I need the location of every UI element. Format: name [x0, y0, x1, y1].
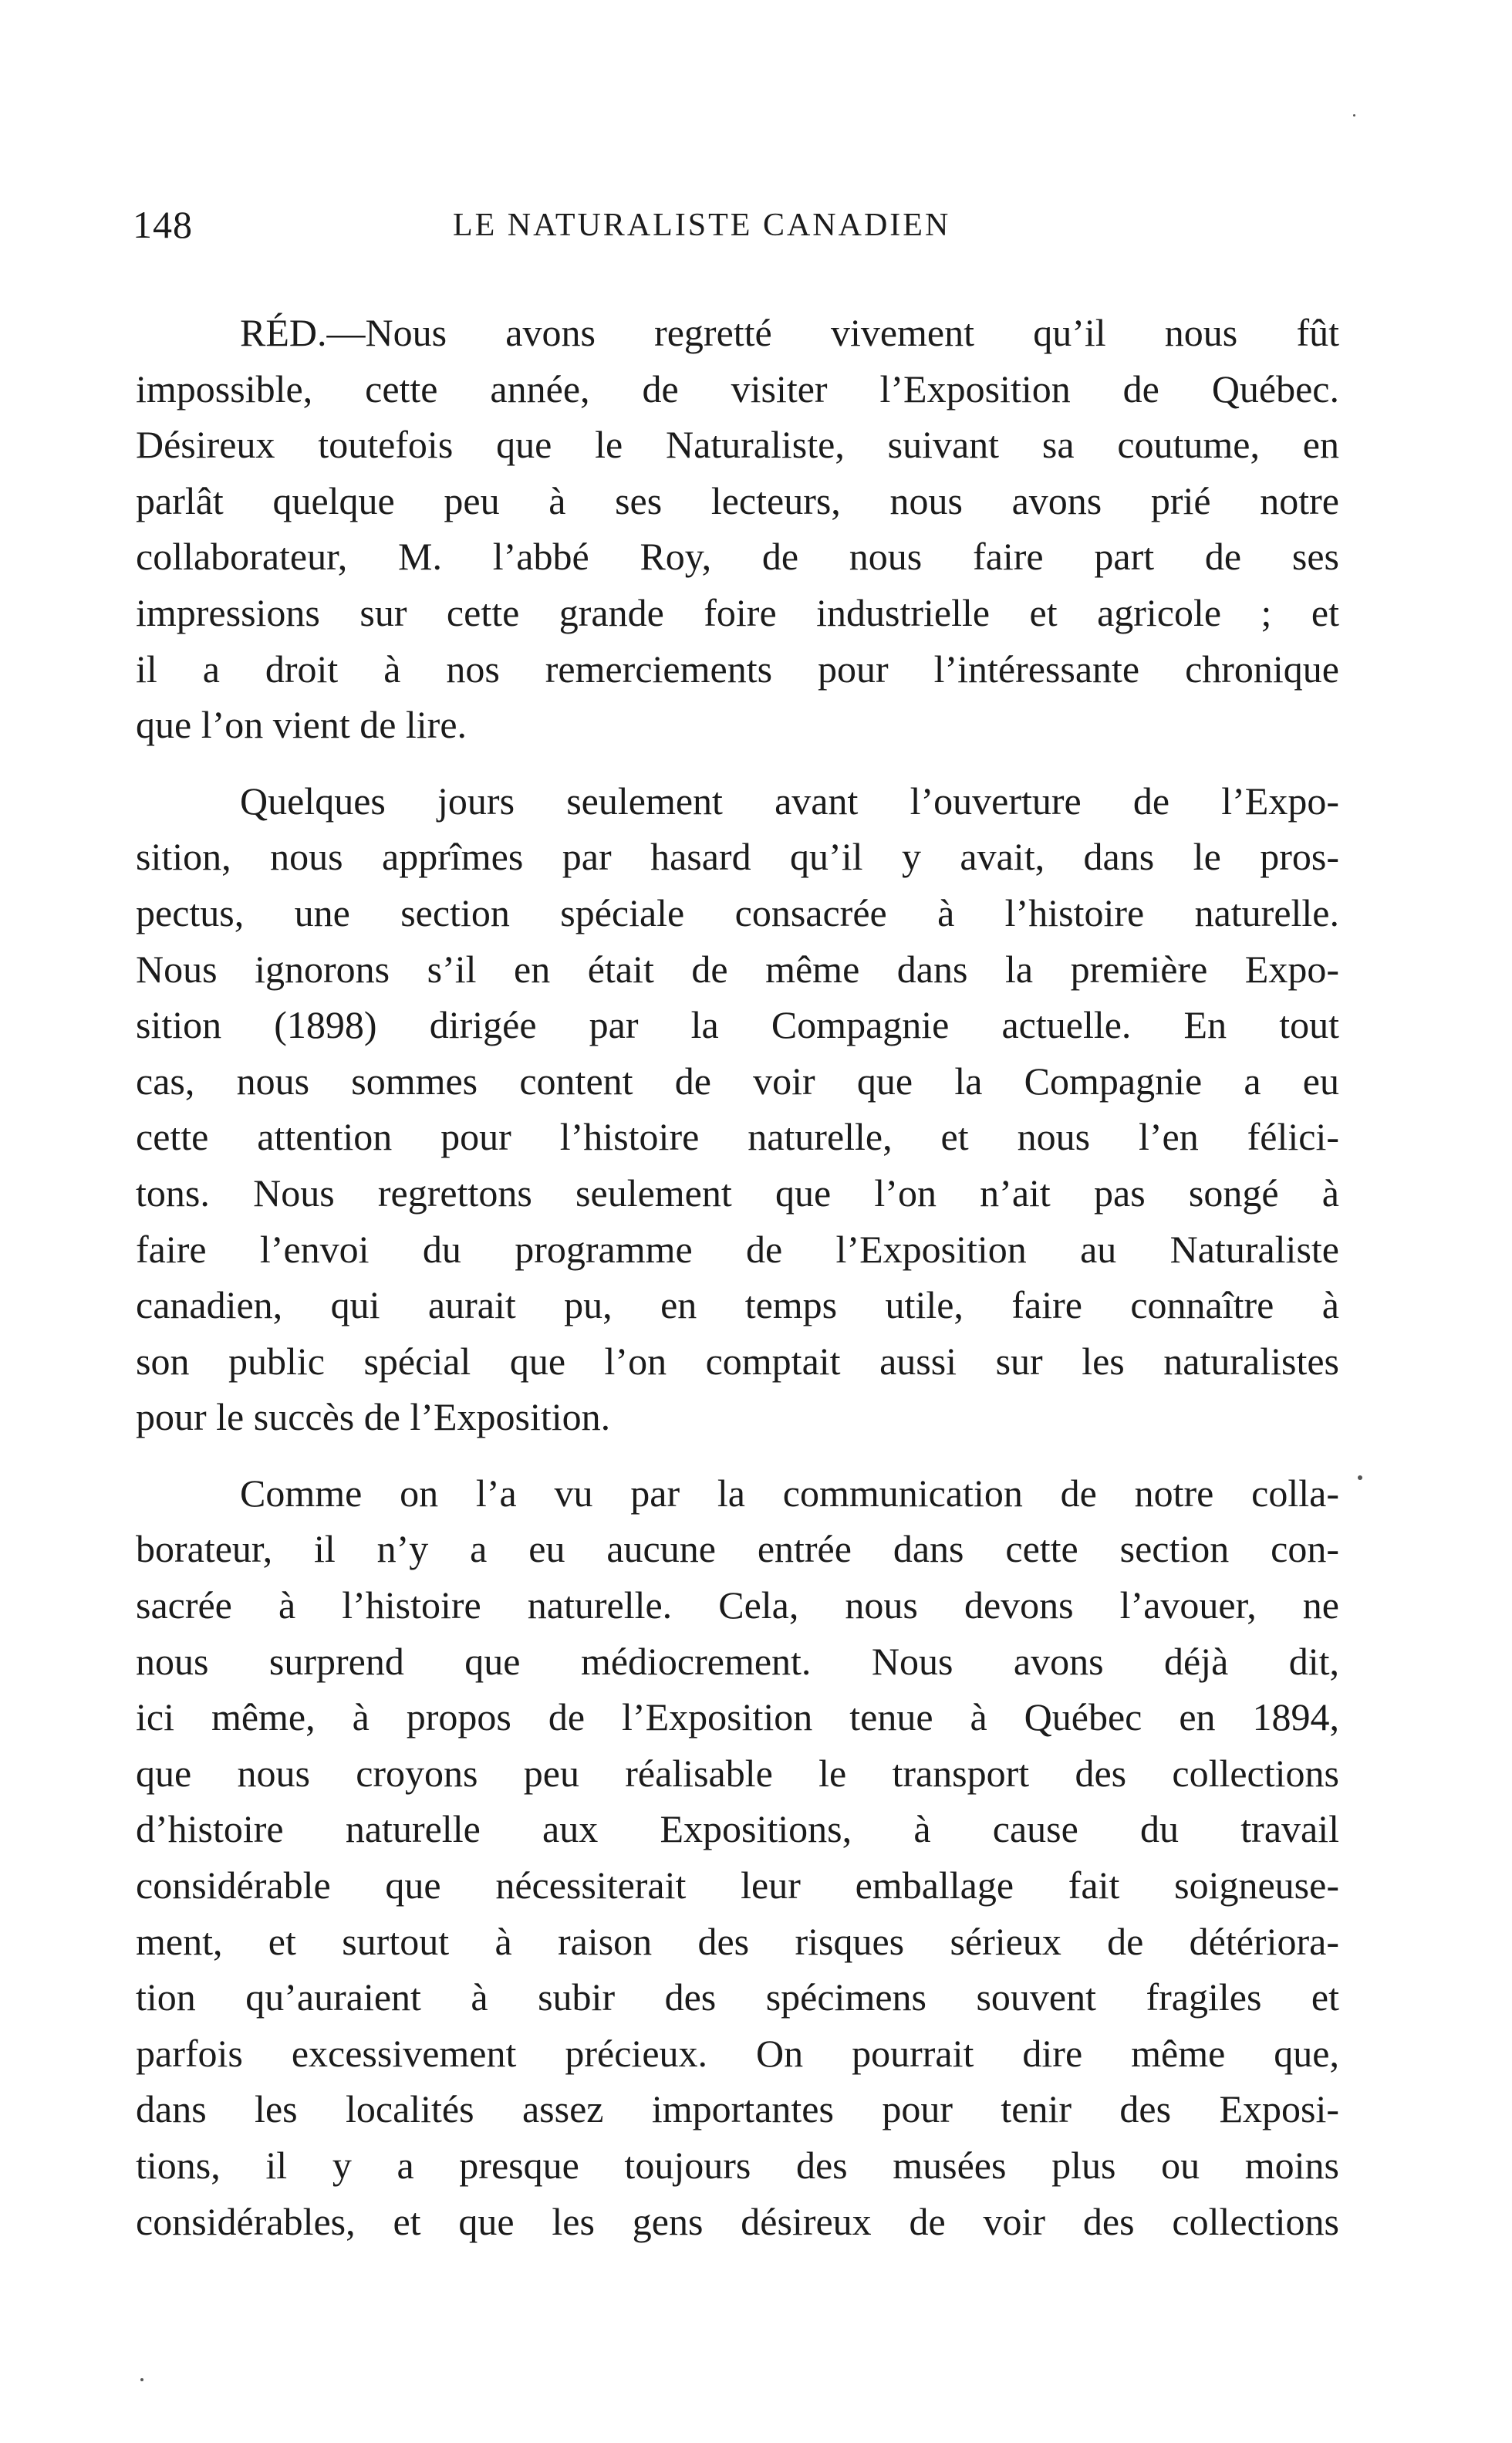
text-line: son public spécial que l’on comptait aussi sur les naturalistes: [136, 1339, 1339, 1383]
text-line: tons. Nous regrettons seulement que l’on n’ait pas songé à: [136, 1171, 1339, 1215]
text-line: considérable que nécessiterait leur emballage fait soigneuse-: [136, 1864, 1339, 1907]
text-line: borateur, il n’y a eu aucune entrée dans cette section con-: [136, 1527, 1339, 1571]
text-line: Comme on l’a vu par la communication de notre colla-: [240, 1471, 1339, 1515]
paragraph-gap: [136, 753, 1339, 773]
text-line: collaborateur, M. l’abbé Roy, de nous faire part de ses: [136, 535, 1339, 579]
text-line: sition, nous apprîmes par hasard qu’il y avait, dans le pros-: [136, 835, 1339, 879]
text-line: Désireux toutefois que le Naturaliste, suivant sa coutume, en: [136, 423, 1339, 467]
paragraph-editorial-note: [136, 305, 1339, 753]
speck-mark: [1353, 114, 1355, 117]
paragraph-collections: [136, 1465, 1339, 2249]
text-line: ici même, à propos de l’Exposition tenue à Québec en 1894,: [136, 1695, 1339, 1739]
text-line: RÉD.—Nous avons regretté vivement qu’il nous fût: [240, 311, 1339, 354]
text-line: que nous croyons peu réalisable le transport des collections: [136, 1751, 1339, 1795]
text-line: cas, nous sommes content de voir que la Compagnie a eu: [136, 1059, 1339, 1103]
text-line: Quelques jours seulement avant l’ouverture de l’Expo-: [240, 779, 1339, 823]
text-line: il a droit à nos remerciements pour l’intéressante chronique: [136, 647, 1339, 691]
text-line: sacrée à l’histoire naturelle. Cela, nous devons l’avouer, ne: [136, 1583, 1339, 1627]
text-line: considérables, et que les gens désireux de voir des collections: [136, 2199, 1339, 2243]
text-line: tion qu’auraient à subir des spécimens souvent fragiles et: [136, 1975, 1339, 2019]
page-header: [133, 202, 1336, 264]
body-text: [136, 305, 1339, 2249]
speck-mark: [1358, 1475, 1362, 1480]
text-line: parlât quelque peu à ses lecteurs, nous avons prié notre: [136, 478, 1339, 522]
text-line: cette attention pour l’histoire naturelle, et nous l’en félici-: [136, 1115, 1339, 1159]
text-line: tions, il y a presque toujours des musées plus ou moins: [136, 2144, 1339, 2187]
text-line: d’histoire naturelle aux Expositions, à cause du travail: [136, 1807, 1339, 1851]
text-line: parfois excessivement précieux. On pourrait dire même que,: [136, 2031, 1339, 2075]
text-line: impressions sur cette grande foire industrielle et agricole ; et: [136, 590, 1339, 634]
text-line: que l’on vient de lire.: [136, 703, 467, 747]
text-line: sition (1898) dirigée par la Compagnie actuelle. En tout: [136, 1003, 1339, 1047]
text-line: nous surprend que médiocrement. Nous avons déjà dit,: [136, 1639, 1339, 1683]
paragraph-gap: [136, 1445, 1339, 1465]
text-line: pectus, une section spéciale consacrée à l’histoire naturelle.: [136, 890, 1339, 934]
paragraph-exposition-section: [136, 773, 1339, 1445]
running-title: LE NATURALISTE CANADIEN: [453, 208, 951, 243]
text-line: dans les localités assez importantes pour tenir des Exposi-: [136, 2087, 1339, 2131]
text-line: ment, et surtout à raison des risques sérieux de détériora-: [136, 1919, 1339, 1963]
text-line: faire l’envoi du programme de l’Exposition au Naturaliste: [136, 1227, 1339, 1271]
text-line: impossible, cette année, de visiter l’Exposition de Québec.: [136, 367, 1339, 411]
speck-mark: [140, 2378, 143, 2381]
page-number: 148: [133, 203, 193, 246]
text-line: canadien, qui aurait pu, en temps utile, faire connaître à: [136, 1283, 1339, 1327]
text-line: Nous ignorons s’il en était de même dans la première Expo-: [136, 947, 1339, 991]
text-line: pour le succès de l’Exposition.: [136, 1395, 611, 1439]
